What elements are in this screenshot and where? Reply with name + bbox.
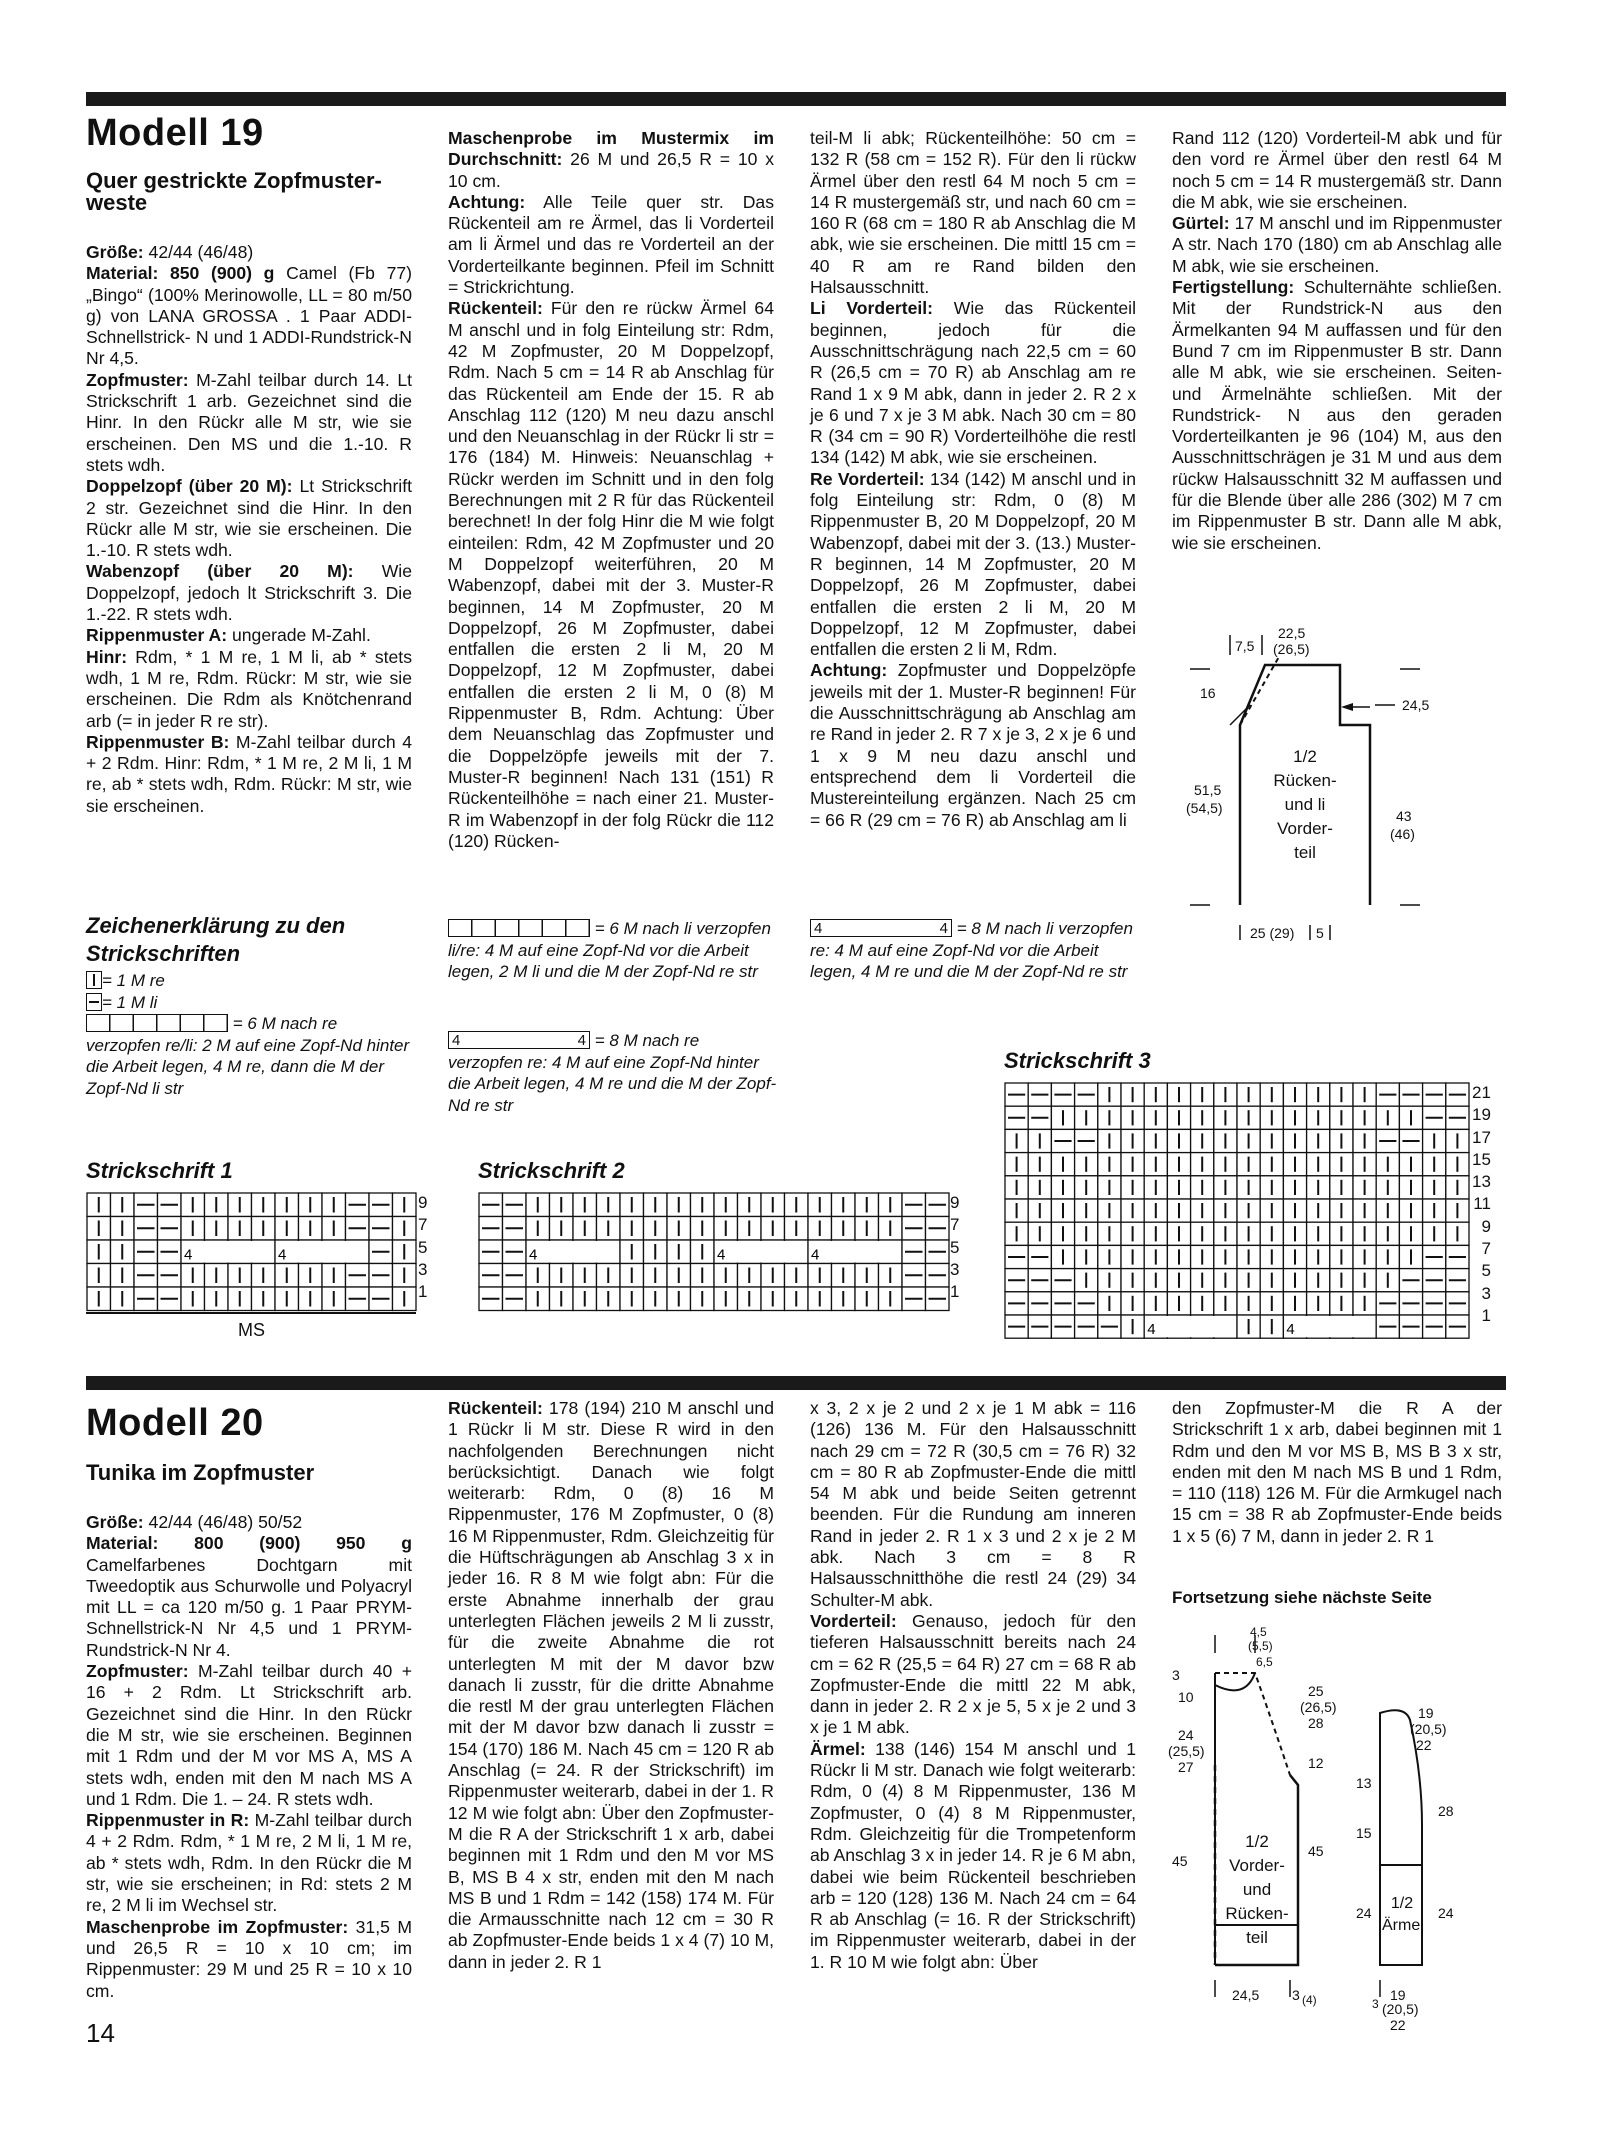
- legend: = 1 M re = 1 M li = 6 M nach re verzopfen re/li: 2 M auf eine Zopf-Nd hinter die Arbeit legen, 4 M re, dann die M der Zopf-Nd li str: [86, 971, 410, 1098]
- cable8-right-symbol-icon: 4 4: [448, 1031, 590, 1049]
- cable-span: [1284, 1316, 1375, 1337]
- mid-rule: [86, 1376, 1506, 1390]
- model20-title: Modell 20: [86, 1402, 264, 1444]
- cable-count-label: 4: [717, 1246, 726, 1264]
- cable-count-label: 4: [184, 1246, 193, 1264]
- model20-subtitle: Tunika im Zopfmuster: [86, 1460, 315, 1485]
- paragraph: Ärmel: 138 (146) 154 M anschl und 1 Rückr li M str. Danach wie folgt weiterarb: Rdm, 0 (4) 8 M Rippenmuster, 136 M Zopfmuster, 0 (4) 8 M Rippenmuster, Rdm. Gleichzeitig für die Trompetenform ab Anschlag 3 x in jeder 14. R je 6 M abn, dabei wie beim Rückenteil beschrieben arb = 120 (128) 136 M. Nach 24 cm = 64 R ab Anschlag (= 16. R der Strickschrift) im Rippenmuster weiterarb, dabei in der 1. R 10 M wie folgt abn: Über: [810, 1738, 1136, 1972]
- paragraph: Rückenteil: Für den re rückw Ärmel 64 M anschl und in folg Einteilung str: Rdm, 42 M Zopfmuster, 20 M Doppelzopf, Rdm. Nach 5 cm = 14 R ab Anschlag für das Rückenteil am Ende der 15. R ab Anschlag 112 (120) M neu dazu anschl und den Neuanschlag in der Rückr li str = 176 (184) M. Hinweis: Neuanschlag + Rückr werden im Schnitt und in den folg Berechnungen mit 2 R für das Rückenteil berechnet! In der folg Hinr die M wie folgt einteilen: Rdm, 42 M Zopfmuster und 20 M Doppelzopf weiterführen, 20 M Wabenzopf, dabei mit der 3. Muster-R beginnen, 14 M Zopfmuster, 20 M Doppelzopf, 26 M Zopfmuster, dabei entfallen die ersten 2 li M, 20 M Doppelzopf, 12 M Zopfmuster, dabei entfallen die ersten 2 li M, 0 (8) M Rippenmuster B, Rdm. Achtung: Über dem Neuanschlag das Zopfmuster und die Doppelzöpfe jeweils mit der 7. Muster-R beginnen! Nach 131 (151) R Rückenteilhöhe = nach einer 21. Muster-R im Wabenzopf in der folg Rückr die 112 (120) Rücken-: [448, 298, 774, 851]
- chart3-title: Strickschrift 3: [1004, 1048, 1151, 1073]
- chart2-title: Strickschrift 2: [478, 1158, 625, 1183]
- paragraph: Größe: 42/44 (46/48) 50/52: [86, 1512, 303, 1532]
- cable-span: [182, 1241, 274, 1263]
- paragraph: Maschenprobe im Mustermix im Durchschnitt: 26 M und 26,5 R = 10 x 10 cm.: [448, 128, 774, 191]
- continued-note: Fortsetzung siehe nächste Seite: [1172, 1588, 1432, 1607]
- cable-count-label: 4: [811, 1246, 820, 1264]
- paragraph: teil-M li abk; Rückenteilhöhe: 50 cm = 132 R (58 cm = 152 R). Für den li rückw Ärmel über den restl 64 M noch 5 cm = 14 R mustergemäß str, und nach 60 cm = 160 R (68 cm = 180 R ab Anschlag die M abk, wie sie erscheinen. Die mittl 15 cm = 40 R am re Rand bilden den Halsausschnitt.: [810, 128, 1136, 298]
- cable6-right-symbol-icon: [86, 1014, 228, 1032]
- paragraph: Zopfmuster: M-Zahl teilbar durch 14. Lt Strickschrift 1 arb. Gezeichnet sind die Hinr. In den Rückr alle M str, wie sie erscheinen. Den MS und die 1.-10. R stets wdh.: [86, 369, 412, 475]
- paragraph: Achtung: Alle Teile quer str. Das Rückenteil am re Ärmel, das li Vorderteil am li Ärmel und das re Vorderteil an der Vorderteilkante beginnen. Pfeil im Schnitt = Strickrichtung.: [448, 191, 774, 298]
- paragraph: Rippenmuster B: M-Zahl teilbar durch 4 + 2 Rdm. Hinr: Rdm, * 1 M re, 2 M li, 1 M re, ab * stets wdh, Rdm. Rückr: M str, wie sie erscheinen.: [86, 731, 412, 816]
- cable8-left-symbol-icon: 4 4: [810, 919, 952, 937]
- model19-subtitle: Quer gestrickte Zopfmuster-weste: [86, 168, 382, 215]
- paragraph: Rippenmuster A: ungerade M-Zahl.: [86, 625, 371, 646]
- schema-label: 1/2 Rücken- und li Vorder- teil: [1273, 747, 1337, 862]
- model20-column-4: [1172, 1398, 1502, 1547]
- paragraph: Rückenteil: 178 (194) 210 M anschl und 1 Rückr li M str. Diese R wird in den nachfolgenden Berechnungen nicht berücksichtigt. Danach wie folgt weiterarb: Rdm, 0 (8) 16 M Rippenmuster, 176 M Zopfmuster, 0 (8) 16 M Rippenmuster, Rdm. Gleichzeitig für die Hüftschrägungen ab Anschlag 3 x in jeder 16. R 8 M wie folgt abn: Für die erste Abnahme innerhalb der grau unterlegten Flächen jeweils 2 M li zusstr, für die zweite Abnahme die rot unterlegten M mit der M davor bzw danach li zusstr, für die dritte Abnahme die restl M der grau unterlegten Flächen mit der M davor bzw danach li zusstr = 154 (170) 186 M. Nach 45 cm = 120 R ab Anschlag (= 24. R der Strickschrift) im Rippenmuster weiterarb, dabei in der 1. R 12 M wie folgt abn: Über den Zopfmuster-M die R A der Strickschrift 1 x arb, dabei beginnen mit 1 Rdm und den M vor MS B, MS B 4 x str, enden mit den M nach MS B und 1 Rdm = 142 (158) 174 M. Für die Armausschnitte nach 12 cm = 30 R ab Zopfmuster-Ende beids 1 x 4 (7) 10 M, dann in jeder 2. R 1: [448, 1398, 774, 1972]
- chart1-row-numbers: 9 7 5 3 1: [418, 1193, 428, 1302]
- chart3-row-numbers: 21 19 17 15 13 11 9 7 5 3 1: [1472, 1083, 1491, 1325]
- legend-cable6-left: = 6 M nach li verzopfen li/re: 4 M auf eine Zopf-Nd vor die Arbeit legen, 2 M li und die M der Zopf-Nd re str: [448, 919, 771, 981]
- model19-column-2: [448, 128, 774, 852]
- paragraph: den Zopfmuster-M die R A der Strickschrift 1 x arb, dabei beginnen mit 1 Rdm und den M vor MS B, MS B 3 x str, enden mit den M nach MS B und 1 Rdm, = 110 (118) 126 M. Für die Armkugel nach 15 cm = 38 R ab Zopfmuster-Ende beids 1 x 5 (6) 7 M, dann in jeder 2. R 1: [1172, 1398, 1502, 1546]
- paragraph: Hinr: Rdm, * 1 M re, 1 M li, ab * stets wdh, 1 M re, Rdm. Rückr: M str, wie sie erscheinen. Die Rdm als Knötchenrand arb (= in jeder R re str).: [86, 646, 412, 731]
- paragraph: Rippenmuster in R: M-Zahl teilbar durch 4 + 2 Rdm. Rdm, * 1 M re, 2 M li, 1 M re, ab * stets wdh, Rdm. In den Rückr die M str, wie sie erscheinen; in Rd: stets 2 M re, 2 M li im Wechsel str.: [86, 1810, 412, 1916]
- cable6-left-symbol-icon: [448, 919, 590, 937]
- chart1-grid: [86, 1192, 417, 1312]
- cable-span: [715, 1241, 807, 1263]
- paragraph: Fertigstellung: Schulternähte schließen. Mit der Rundstrick-N aus den Ärmelkanten 94 M auffassen und für den Bund 7 cm im Rippenmuster B str. Dann alle M abk, wie sie erscheinen. Seiten- und Ärmelnähte schließen. Mit der Rundstrick- N aus den geraden Vorderteilkanten je 96 (104) M, aus den Ausschnittschrägen je 31 M und aus dem rückw Halsausschnitt 32 M auffassen und für die Blende über alle 286 (302) M 7 cm im Rippenmuster B str. Dann alle M abk, wie sie erscheinen.: [1172, 277, 1502, 553]
- page-number: 14: [86, 2018, 115, 2048]
- knit-symbol-icon: [86, 971, 102, 989]
- model19-column-4: [1172, 128, 1502, 554]
- ms-label: MS: [238, 1320, 265, 1340]
- top-rule: [86, 92, 1506, 106]
- purl-symbol-icon: [86, 993, 102, 1011]
- schema20-sleeve-label: 1/2 Ärmel: [1382, 1895, 1424, 1934]
- paragraph: Größe: 42/44 (46/48): [86, 242, 254, 262]
- model19-schematic: 7,5 22,5 (26,5) 16 24,5 51,5 (54,5) 43 (46) 25 (29) 5 1/2 Rücken- und li Vorder- teil: [1186, 625, 1430, 941]
- cable-span: [527, 1241, 619, 1263]
- paragraph: Vorderteil: Genauso, jedoch für den tieferen Halsausschnitt bereits nach 24 cm = 62 R (25,5 = 64 R) 27 cm = 68 R ab Zopfmuster-Ende die mittl 22 M abk, dann in jeder 2. R 2 x je 5, 5 x je 2 und 3 x je 1 M abk.: [810, 1610, 1136, 1738]
- cable-span: [1145, 1316, 1236, 1337]
- model20-column-1: [86, 1512, 412, 2002]
- paragraph: Maschenprobe im Zopfmuster: 31,5 M und 26,5 R = 10 x 10 cm; im Rippenmuster: 29 M und 25 R = 10 x 10 cm.: [86, 1916, 412, 2001]
- paragraph: Gürtel: 17 M anschl und im Rippenmuster A str. Nach 170 (180) cm ab Anschlag alle M abk, wie sie erscheinen.: [1172, 213, 1502, 276]
- paragraph: Material: 850 (900) g Camel (Fb 77) „Bingo“ (100% Merinowolle, LL = 80 m/50 g) von LANA GROSSA . 1 Paar ADDI-Schnellstrick- N und 1 ADDI-Rundstrick-N Nr 4,5.: [86, 263, 412, 369]
- legend-cable8-right: 4 4 = 8 M nach re verzopfen re: 4 M auf eine Zopf-Nd hinter die Arbeit legen, 4 M re und die M der Zopf-Nd re str: [448, 1031, 777, 1115]
- model20-schematic: 4,5 (5,5) 6,5 3 10 24 (25,5) 27 25 (26,5) 28 12 45 45 24,5 3 (4) 1/2 Vorder- und Rücken- teil 19 (20,5) 22 13 15 28 24 24 1/2 Ärmel 3 19 (20,5) 22: [1168, 1625, 1454, 2033]
- paragraph: Rand 112 (120) Vorderteil-M abk und für den vord re Ärmel über den restl 64 M noch 5 cm = 14 R mustergemäß str. Dann die M abk, wie sie erscheinen.: [1172, 128, 1502, 212]
- paragraph: Achtung: Zopfmuster und Doppelzöpfe jeweils mit der 1. Muster-R beginnen! Für die Ausschnittschrägung ab Anschlag am re Rand in jeder 2. R 7 x je 3, 2 x je 6 und 1 x 9 M neu dazu anschl und entsprechend dem li Vorderteil die Mustereinteilung ergänzen. Nach 25 cm = 66 R (29 cm = 76 R) ab Anschlag am li: [810, 660, 1136, 830]
- cable-span: [809, 1241, 901, 1263]
- chart3-grid: [1004, 1082, 1470, 1339]
- model19-column-3: [810, 128, 1136, 831]
- paragraph: Doppelzopf (über 20 M): Lt Strickschrift 2 str. Gezeichnet sind die Hinr. In den Rückr alle M str, wie sie erscheinen. Die 1.-10. R stets wdh.: [86, 476, 412, 561]
- ms-bracket-line: [86, 1312, 416, 1314]
- schema20-label: 1/2 Vorder- und Rücken- teil: [1225, 1832, 1289, 1947]
- legend-title: Zeichenerklärung zu den Strickschriften: [86, 913, 346, 966]
- paragraph: Wabenzopf (über 20 M): Wie Doppelzopf, jedoch lt Strickschrift 3. Die 1.-22. R stets wdh.: [86, 561, 412, 625]
- cable-count-label: 4: [1286, 1321, 1295, 1339]
- model20-column-3: [810, 1398, 1136, 1973]
- cable-count-label: 4: [278, 1246, 287, 1264]
- model19-column-1: [86, 242, 412, 817]
- chart2-row-numbers: 9 7 5 3 1: [950, 1193, 960, 1302]
- chart2-grid: [478, 1192, 950, 1312]
- model20-column-2: [448, 1398, 774, 1973]
- cable-count-label: 4: [529, 1246, 538, 1264]
- cable-count-label: 4: [1147, 1321, 1156, 1339]
- paragraph: Re Vorderteil: 134 (142) M anschl und in folg Einteilung str: Rdm, 0 (8) M Rippenmuster B, 20 M Doppelzopf, 20 M Wabenzopf, dabei mit der 3. (13.) Muster-R beginnen, 14 M Zopfmuster, 20 M Doppelzopf, 26 M Zopfmuster, dabei entfallen die ersten 2 li M, 20 M Doppelzopf, 12 M Zopfmuster, dabei entfallen die ersten 2 li M, Rdm.: [810, 468, 1136, 660]
- legend-cable8-left: 4 4 = 8 M nach li verzopfen re: 4 M auf eine Zopf-Nd vor die Arbeit legen, 4 M re und die M der Zopf-Nd re str: [810, 919, 1133, 981]
- chart1-title: Strickschrift 1: [86, 1158, 233, 1183]
- paragraph: Material: 800 (900) 950 g Camelfarbenes Dochtgarn mit Tweedoptik aus Schurwolle und Polyacryl mit LL = ca 120 m/50 g. 1 Paar PRYM-Schnellstrick-N Nr 4,5 und 1 PRYM-Rundstrick-N Nr 4.: [86, 1533, 412, 1660]
- paragraph: Li Vorderteil: Wie das Rückenteil beginnen, jedoch für die Ausschnittschrägung nach 22,5 cm = 60 R (26,5 cm = 70 R) ab Anschlag am re Rand 1 x 9 M abk, dann in jeder 2. R 2 x je 6 und 7 x je 3 M abk. Nach 30 cm = 80 R (34 cm = 90 R) Vorderteilhöhe die restl 134 (142) M abk, wie sie erscheinen.: [810, 298, 1136, 468]
- cable-span: [276, 1241, 368, 1263]
- model19-title: Modell 19: [86, 112, 264, 154]
- paragraph: x 3, 2 x je 2 und 2 x je 1 M abk = 116 (126) 136 M. Für den Halsausschnitt nach 29 cm = 72 R (30,5 cm = 76 R) 32 cm = 80 R ab Zopfmuster-Ende die mittl 54 M abk und beide Seiten getrennt beenden. Für die Rundung am inneren Rand in jeder 2. R 1 x 3 und 2 x je 2 M abk. Nach 3 cm = 8 R Halsausschnitthöhe die restl 24 (29) 34 Schulter-M abk.: [810, 1398, 1136, 1610]
- paragraph: Zopfmuster: M-Zahl teilbar durch 40 + 16 + 2 Rdm. Lt Strickschrift arb. Gezeichnet sind die Hinr. In den Rückr die M str, wie sie erscheinen. Beginnen mit 1 Rdm und der M vor MS A, MS A stets wdh, enden mit den M nach MS A und 1 Rdm. Die 1. – 24. R stets wdh.: [86, 1661, 412, 1809]
